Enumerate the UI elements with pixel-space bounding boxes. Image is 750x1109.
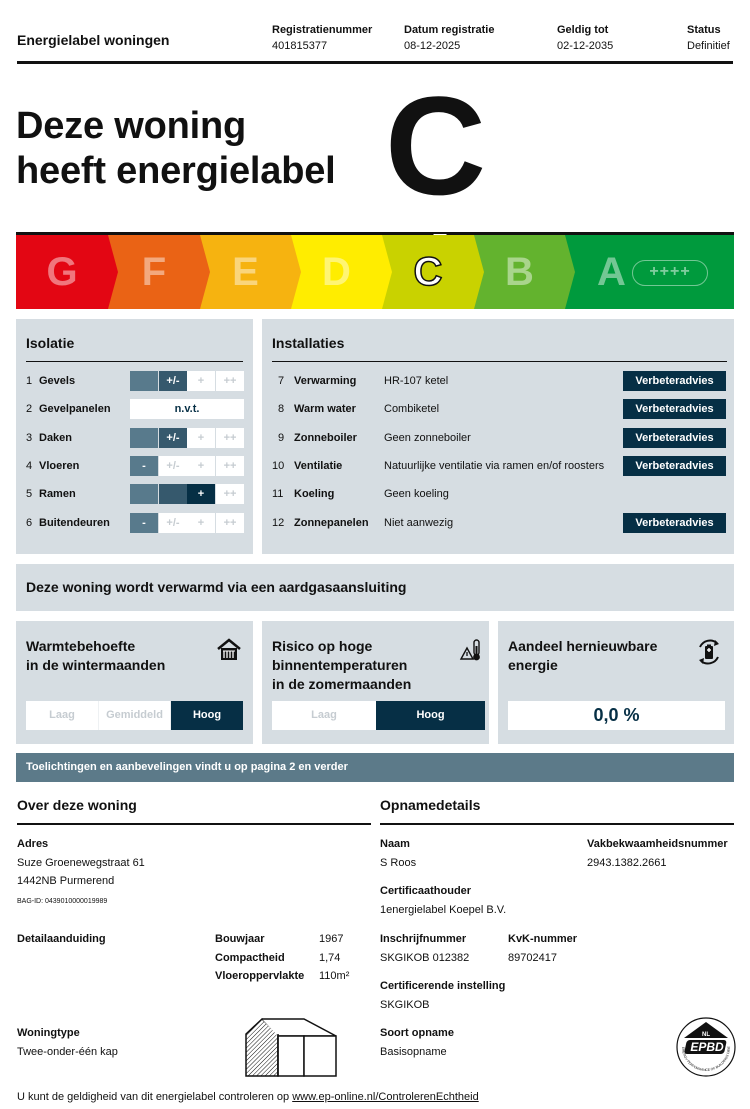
kvk-nummer-value: 89702417 (508, 952, 557, 964)
rating-cell: ++ (216, 513, 244, 533)
warmtebehoefte-scale (26, 701, 243, 730)
isolatie-row-number: 4 (26, 460, 33, 472)
installatie-row-name: Koeling (294, 488, 335, 500)
footer (17, 1091, 479, 1103)
isolatie-row-name: Vloeren (39, 460, 80, 472)
soort-opname-value: Basisopname (380, 1046, 447, 1058)
certificerende-instelling-value: SKGIKOB (380, 999, 430, 1011)
rating-cell (130, 371, 158, 391)
inschrijfnummer-label: Inschrijfnummer (380, 933, 467, 945)
registratienummer-label: Registratienummer (272, 24, 373, 36)
verbeteradvies-button[interactable]: Verbeteradvies (623, 371, 726, 391)
woningtype-value: Twee-onder-één kap (17, 1046, 118, 1058)
rating-cell: + (187, 456, 215, 476)
isolatie-row (16, 399, 253, 419)
datum-registratie (404, 24, 494, 52)
isolatie-rating (130, 371, 244, 391)
label-segment-letter: E (232, 250, 259, 294)
naam-value: S Roos (380, 857, 417, 869)
geldig-tot-value: 02-12-2035 (557, 40, 614, 52)
verbeteradvies-button[interactable]: Verbeteradvies (623, 399, 726, 419)
installatie-row-number: 10 (272, 460, 285, 472)
isolatie-row-number: 1 (26, 375, 33, 387)
naam-label: Naam (380, 838, 410, 850)
verbeteradvies-button[interactable]: Verbeteradvies (623, 513, 726, 533)
rating-cell (130, 484, 158, 504)
isolatie-row-number: 5 (26, 488, 33, 500)
inschrijfnummer-value: SKGIKOB 012382 (380, 952, 470, 964)
installatie-row-value: Natuurlijke ventilatie via ramen en/of roosters (384, 460, 605, 472)
installatie-row (262, 456, 734, 476)
rating-cell: +/- (159, 371, 187, 391)
warmtebehoefte-gemiddeld: Gemiddeld (98, 701, 171, 730)
svg-text:ENERGY PERFORMANCE OF BUILDING: ENERGY PERFORMANCE OF BUILDINGS DIRE (680, 1046, 732, 1073)
bouwjaar-label: Bouwjaar (215, 933, 265, 945)
svg-text:EPBD: EPBD (690, 1040, 724, 1054)
isolatie-rating (130, 484, 244, 504)
compactheid-label: Compactheid (215, 952, 285, 964)
adres-line1: Suze Groenewegstraat 61 (17, 857, 145, 869)
rating-cell (159, 484, 187, 504)
installatie-row (262, 428, 734, 448)
isolatie-row (16, 513, 253, 533)
status-value: Definitief (687, 40, 730, 52)
status-label: Status (687, 24, 721, 36)
recycle-battery-icon (694, 637, 724, 667)
plus-badge: ++++ (632, 260, 708, 286)
isolatie-row-number: 2 (26, 403, 33, 415)
vakbekwaamheidsnummer-value: 2943.1382.2661 (587, 857, 667, 869)
label-segment-letter: B (505, 250, 534, 294)
hero-title-line1: Deze woning (16, 105, 247, 147)
rating-cell: + (187, 371, 215, 391)
datum-registratie-value: 08-12-2025 (404, 40, 461, 52)
kvk-nummer-label: KvK-nummer (508, 933, 578, 945)
status (687, 24, 730, 52)
hernieuwbaar-value: 0,0 % (508, 701, 725, 730)
rating-cell: + (187, 428, 215, 448)
installatie-row (262, 399, 734, 419)
rating-cell: +/- (159, 513, 187, 533)
rating-cell: ++ (216, 371, 244, 391)
risico-title: Risico op hoge binnentemperaturen in de zomermaanden (272, 638, 412, 692)
isolatie-rating (130, 513, 244, 533)
isolatie-row-name: Daken (39, 432, 73, 444)
installatie-row-value: Geen koeling (384, 488, 449, 500)
verbeteradvies-button[interactable]: Verbeteradvies (623, 456, 726, 476)
installatie-row (262, 371, 734, 391)
thermometer-warning-icon (459, 637, 485, 663)
label-segment-letter: G (46, 250, 78, 294)
energy-label-scale (16, 232, 734, 309)
header (17, 0, 733, 64)
footer-text: U kunt de geldigheid van dit energielabel controleren op (17, 1091, 293, 1103)
rating-cell: - (130, 456, 158, 476)
certificerende-instelling-label: Certificerende instelling (380, 980, 506, 992)
installatie-row-name: Ventilatie (294, 460, 343, 472)
installatie-row-number: 9 (278, 432, 285, 444)
isolatie-row (16, 371, 253, 391)
rating-cell: + (187, 484, 215, 504)
semi-detached-house-icon (244, 1016, 338, 1078)
label-segment-e (200, 235, 291, 309)
installatie-row-name: Verwarming (294, 375, 357, 387)
isolatie-row (16, 484, 253, 504)
certificaathouder-value: 1energielabel Koepel B.V. (380, 904, 507, 916)
certificaathouder-label: Certificaathouder (380, 885, 472, 897)
isolatie-row-name: Buitendeuren (39, 517, 110, 529)
rating-cell: +/- (159, 456, 187, 476)
risico-hoog: Hoog (376, 701, 485, 730)
rating-not-applicable: n.v.t. (130, 399, 244, 419)
registratienummer-value: 401815377 (272, 40, 328, 52)
installatie-row-number: 8 (278, 403, 285, 415)
vloeroppervlakte-label: Vloeroppervlakte (215, 970, 305, 982)
installatie-row-number: 12 (272, 517, 285, 529)
geldig-tot-label: Geldig tot (557, 24, 609, 36)
bag-id: BAG-ID: 0439010000019989 (17, 898, 108, 905)
rating-cell: +/- (159, 428, 187, 448)
isolatie-row (16, 456, 253, 476)
rating-cell: ++ (216, 456, 244, 476)
warmtebehoefte-laag: Laag (49, 709, 75, 721)
label-segment-c (382, 235, 474, 309)
installatie-row-name: Zonneboiler (294, 432, 357, 444)
registratienummer (272, 24, 372, 52)
warmtebehoefte-panel (16, 621, 253, 744)
hernieuwbaar-title: Aandeel hernieuwbare energie (508, 638, 658, 673)
risico-scale (272, 701, 485, 730)
installaties-title: Installaties (272, 335, 345, 351)
bouwjaar-value: 1967 (319, 933, 344, 945)
installatie-row-value: HR-107 ketel (384, 375, 449, 387)
verification-link[interactable]: www.ep-online.nl/ControlerenEchtheid (292, 1091, 479, 1103)
woningtype-label: Woningtype (17, 1027, 80, 1039)
isolatie-rating (130, 428, 244, 448)
rating-cell: ++ (216, 428, 244, 448)
datum-registratie-label: Datum registratie (404, 24, 495, 36)
installatie-row-name: Zonnepanelen (294, 517, 369, 529)
installatie-row (262, 513, 734, 533)
label-segment-g (16, 235, 108, 309)
document-title: Energielabel woningen (17, 32, 170, 48)
adres-line2: 1442NB Purmerend (17, 875, 115, 887)
opnamedetails-title: Opnamedetails (380, 797, 481, 813)
soort-opname-label: Soort opname (380, 1027, 454, 1039)
label-segment-b (474, 235, 565, 309)
label-segment-f (108, 235, 200, 309)
compactheid-value: 1,74 (319, 952, 341, 964)
label-segment-a (565, 235, 734, 309)
warmtebehoefte-hoog: Hoog (171, 701, 243, 730)
installatie-row-value: Niet aanwezig (384, 517, 454, 529)
house-heat-icon (216, 637, 242, 663)
isolatie-rating (130, 399, 244, 419)
label-segment-letter: C (413, 250, 443, 294)
isolatie-row-number: 3 (26, 432, 33, 444)
installatie-row-value: Combiketel (384, 403, 440, 415)
isolatie-row-name: Gevelpanelen (39, 403, 111, 415)
hernieuwbaar-panel (498, 621, 734, 744)
isolatie-row-number: 6 (26, 517, 33, 529)
verbeteradvies-button[interactable]: Verbeteradvies (623, 428, 726, 448)
hero-title (16, 104, 376, 194)
installatie-row-number: 7 (278, 375, 285, 387)
installatie-row-name: Warm water (294, 403, 356, 415)
installatie-row-number: 11 (272, 488, 284, 500)
over-deze-woning-title: Over deze woning (17, 797, 137, 813)
geldig-tot (557, 24, 613, 52)
energy-label-letter: C (385, 67, 487, 224)
label-segment-letter: F (141, 250, 167, 294)
vakbekwaamheidsnummer-label: Vakbekwaamheidsnummer (587, 838, 728, 850)
epbd-logo (675, 1016, 737, 1078)
isolatie-panel (16, 319, 253, 554)
toelichtingen-banner: Toelichtingen en aanbevelingen vindt u op pagina 2 en verder (16, 753, 734, 782)
vloeroppervlakte-value: 110m² (319, 970, 350, 982)
rating-cell: + (187, 513, 215, 533)
label-segment-letter: A (597, 250, 626, 294)
installatie-row (262, 484, 734, 504)
installatie-row-value: Geen zonneboiler (384, 432, 471, 444)
detailaanduiding-label: Detailaanduiding (17, 933, 106, 945)
isolatie-row (16, 428, 253, 448)
hero-title-line2: heeft energielabel (16, 150, 336, 192)
isolatie-title: Isolatie (26, 335, 75, 351)
risico-panel (262, 621, 489, 744)
label-segment-d (291, 235, 382, 309)
rating-cell: ++ (216, 484, 244, 504)
gas-notice: Deze woning wordt verwarmd via een aardgasaansluiting (16, 564, 734, 611)
isolatie-rating (130, 456, 244, 476)
installaties-panel (262, 319, 734, 554)
isolatie-row-name: Ramen (39, 488, 76, 500)
warmtebehoefte-title: Warmtebehoefte in de wintermaanden (26, 638, 166, 673)
adres-label: Adres (17, 838, 49, 850)
risico-laag: Laag (311, 709, 337, 721)
rating-cell: - (130, 513, 158, 533)
isolatie-row-name: Gevels (39, 375, 76, 387)
label-segment-letter: D (322, 250, 351, 294)
svg-text:NL: NL (702, 1032, 710, 1038)
rating-cell (130, 428, 158, 448)
